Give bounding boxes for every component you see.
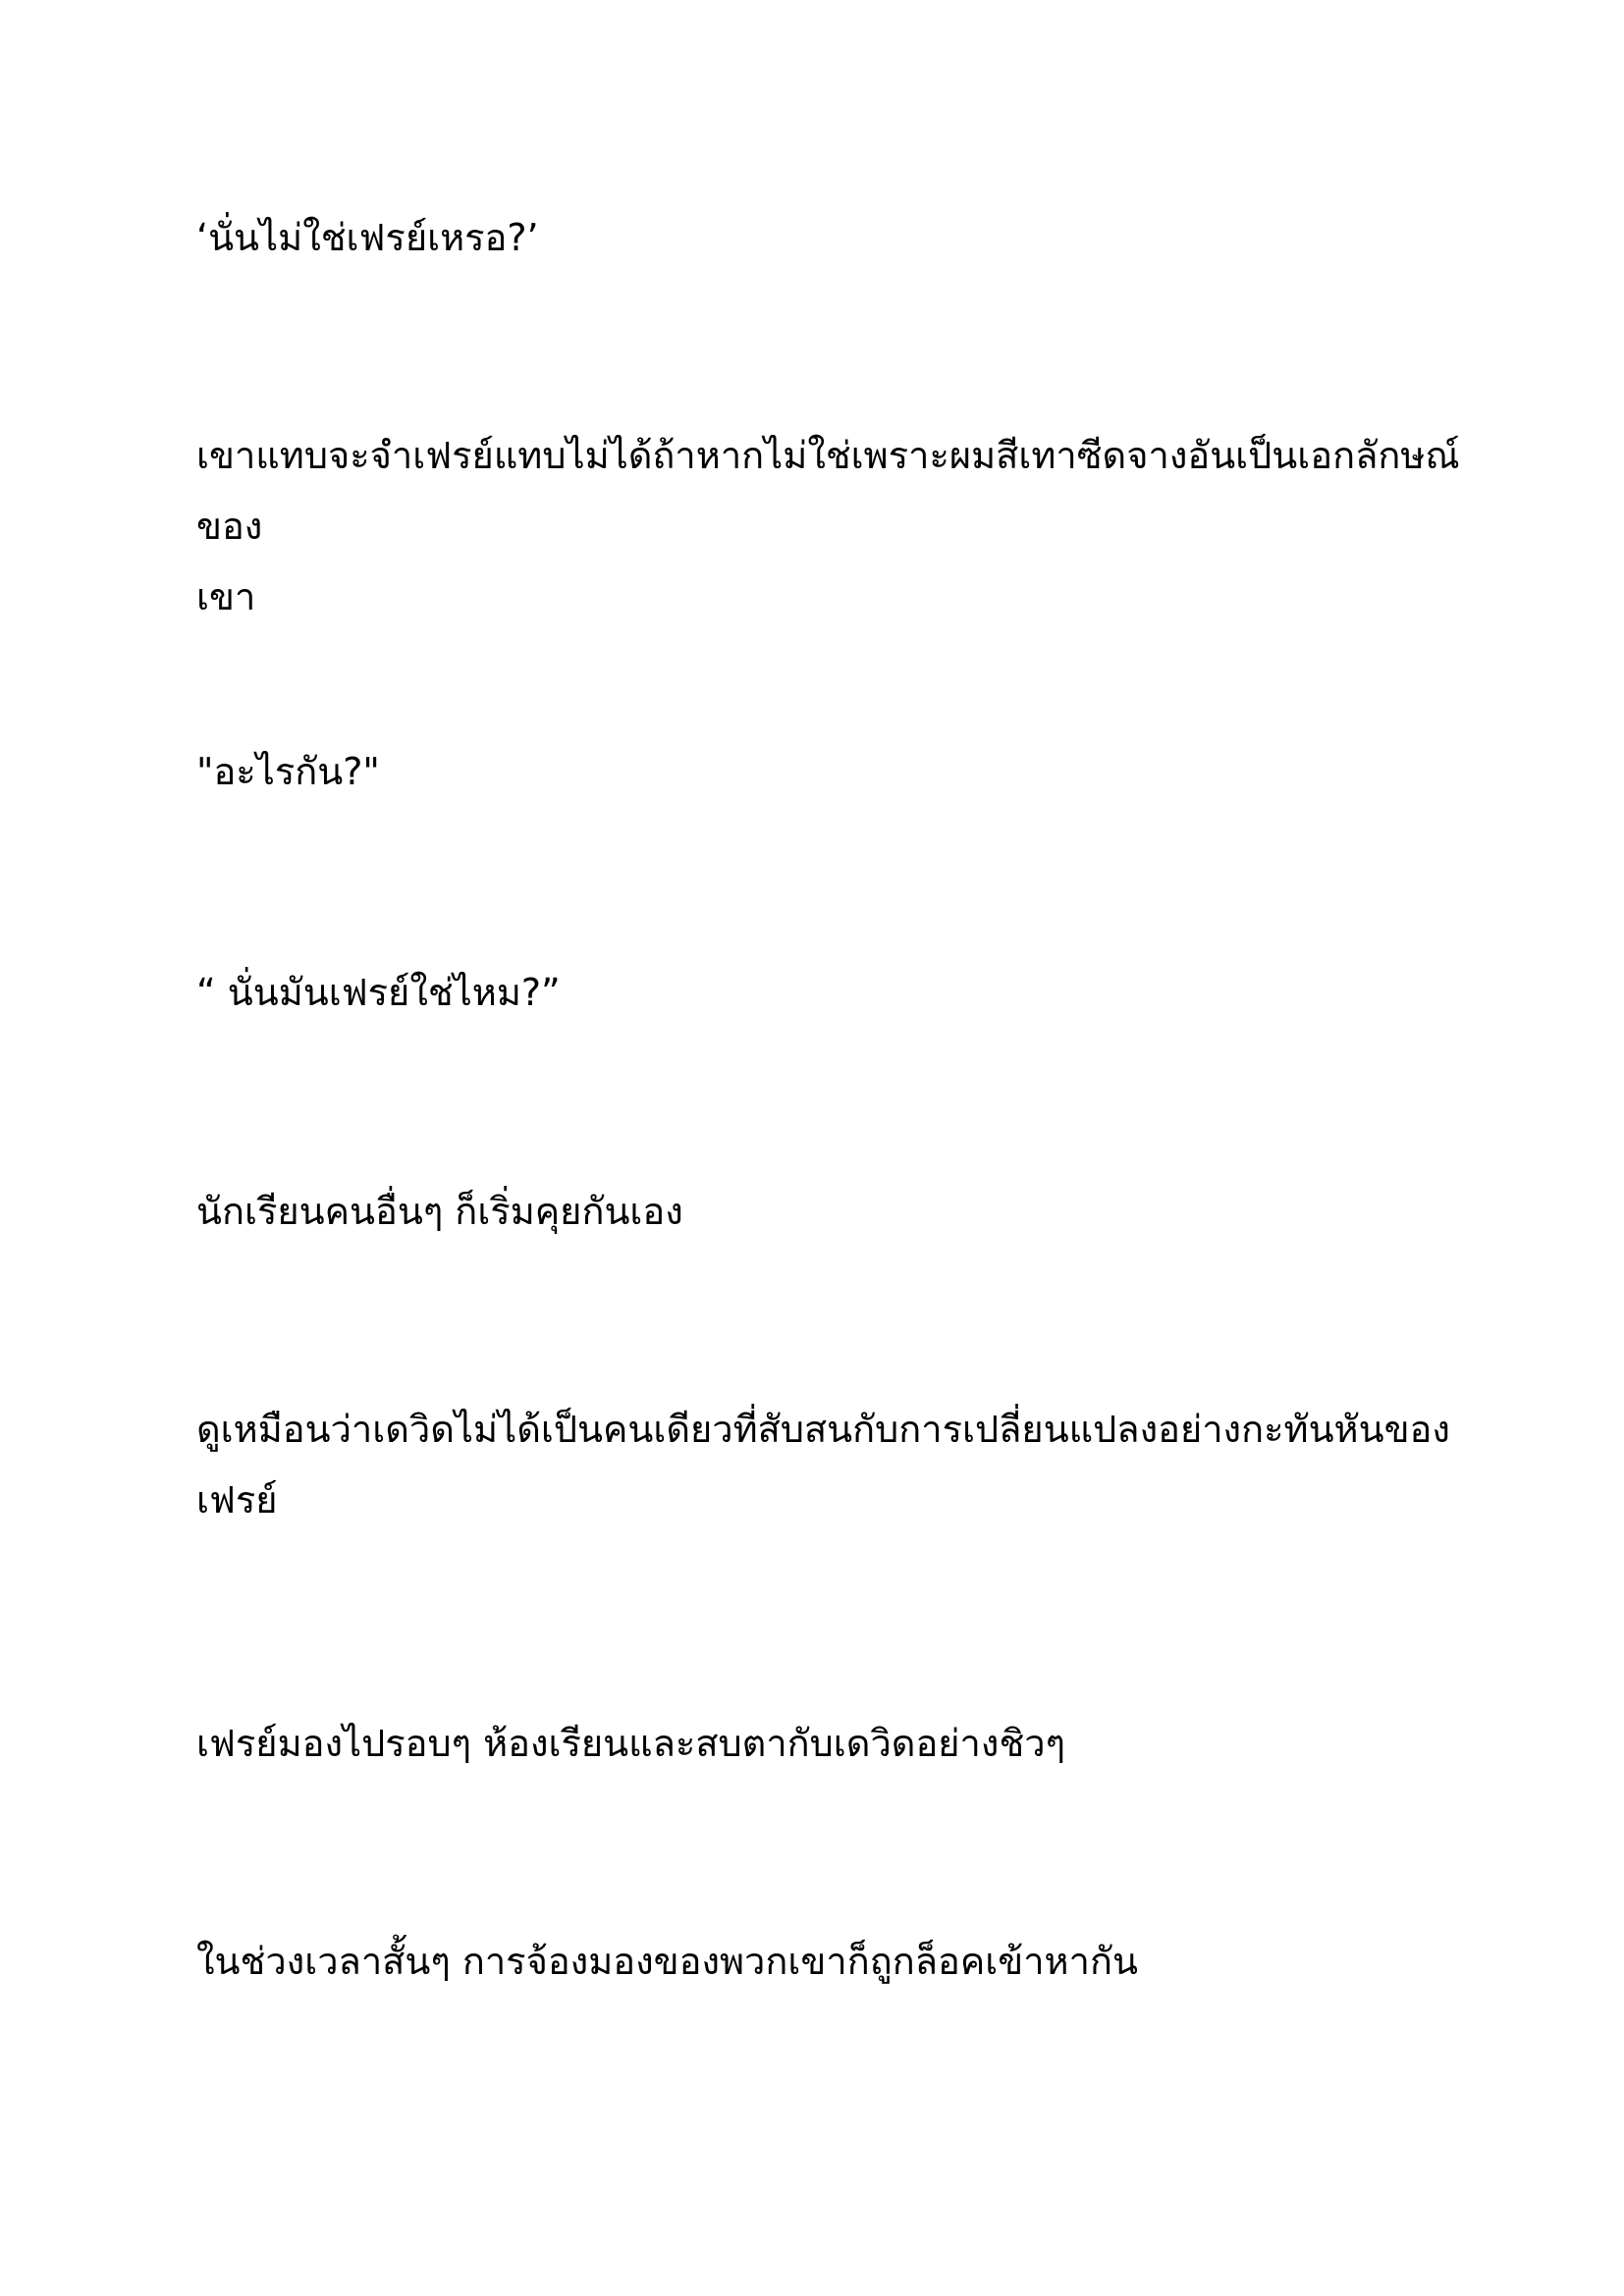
- paragraph-8: ในช่วงเวลาสั้นๆ การจ้องมองของพวกเขาก็ถูกล็อคเข้าหากัน: [196, 1940, 1138, 1983]
- paragraph-4: “ นั่นมันเฟรย์ใช่ไหม?”: [196, 971, 561, 1014]
- paragraph-5: นักเรียนคนอื่นๆ ก็เริ่มคุยกันเอง: [196, 1190, 683, 1233]
- paragraph-3: "อะไรกัน?": [196, 750, 380, 793]
- paragraph-1: ‘นั่นไม่ใช่เฟรย์เหรอ?’: [196, 216, 539, 259]
- paragraph-2: เขาแทบจะจำเฟรย์แทบไม่ได้ถ้าหากไม่ใช่เพราะผมสีเทาซีดจางอันเป็นเอกลักษณ์ของ เขา: [196, 434, 1460, 618]
- paragraph-7: เฟรย์มองไปรอบๆ ห้องเรียนและสบตากับเดวิดอย่างชิวๆ: [196, 1722, 1065, 1765]
- paragraph-6: ดูเหมือนว่าเดวิดไม่ได้เป็นคนเดียวที่สับสนกับการเปลี่ยนแปลงอย่างกะทันหันของ เฟรย์: [196, 1408, 1450, 1522]
